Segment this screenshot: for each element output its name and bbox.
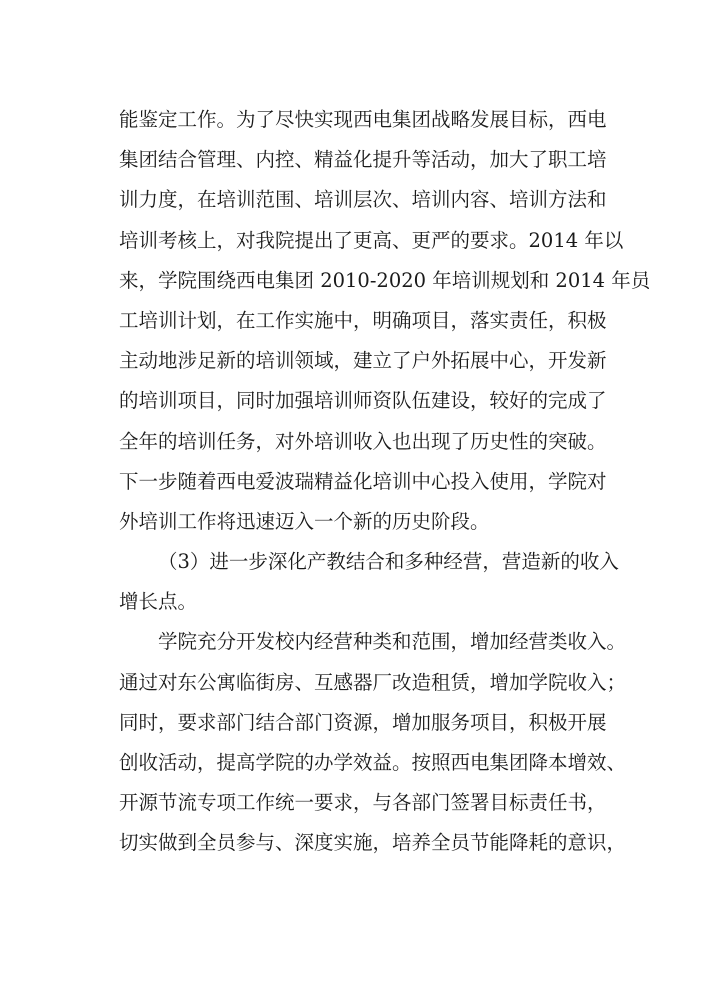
paragraph-last-line: 外培训工作将迅速迈入一个新的历史阶段。 [119, 509, 490, 533]
text-line: 工培训计划，在工作实施中，明确项目，落实责任，积极 [119, 308, 607, 332]
text-line: 开源节流专项工作统一要求，与各部门签署目标责任书， [119, 791, 607, 815]
text-line: 训力度，在培训范围、培训层次、培训内容、培训方法和 [119, 188, 607, 212]
text-line: 培训考核上，对我院提出了更高、更严的要求。2014 年以 [119, 228, 624, 252]
body-text [119, 100, 651, 864]
paragraph-first-line: 学院充分开发校内经营种类和范围，增加经营类收入。 [158, 630, 627, 654]
text-line: 主动地涉足新的培训领域，建立了户外拓展中心，开发新 [119, 349, 607, 373]
text-line: 同时，要求部门结合部门资源，增加服务项目，积极开展 [119, 710, 607, 734]
text-line: 切实做到全员参与、深度实施，培养全员节能降耗的意识， [119, 831, 627, 855]
section-heading-last-line: 增长点。 [119, 590, 198, 614]
text-line: 全年的培训任务，对外培训收入也出现了历史性的突破。 [119, 429, 607, 453]
section-heading-line: （3）进一步深化产教结合和多种经营，营造新的收入 [158, 550, 619, 574]
text-line: 的培训项目，同时加强培训师资队伍建设，较好的完成了 [119, 389, 607, 413]
text-line: 集团结合管理、内控、精益化提升等活动，加大了职工培 [119, 148, 607, 172]
text-line: 能鉴定工作。为了尽快实现西电集团战略发展目标，西电 [119, 108, 607, 131]
text-line: 来，学院围绕西电集团 2010-2020 年培训规划和 2014 年员 [119, 268, 651, 292]
text-line: 通过对东公寓临街房、互感器厂改造租赁，增加学院收入； [119, 670, 627, 694]
text-line: 下一步随着西电爱波瑞精益化培训中心投入使用，学院对 [119, 469, 607, 493]
text-line: 创收活动，提高学院的办学效益。按照西电集团降本增效、 [119, 751, 627, 774]
